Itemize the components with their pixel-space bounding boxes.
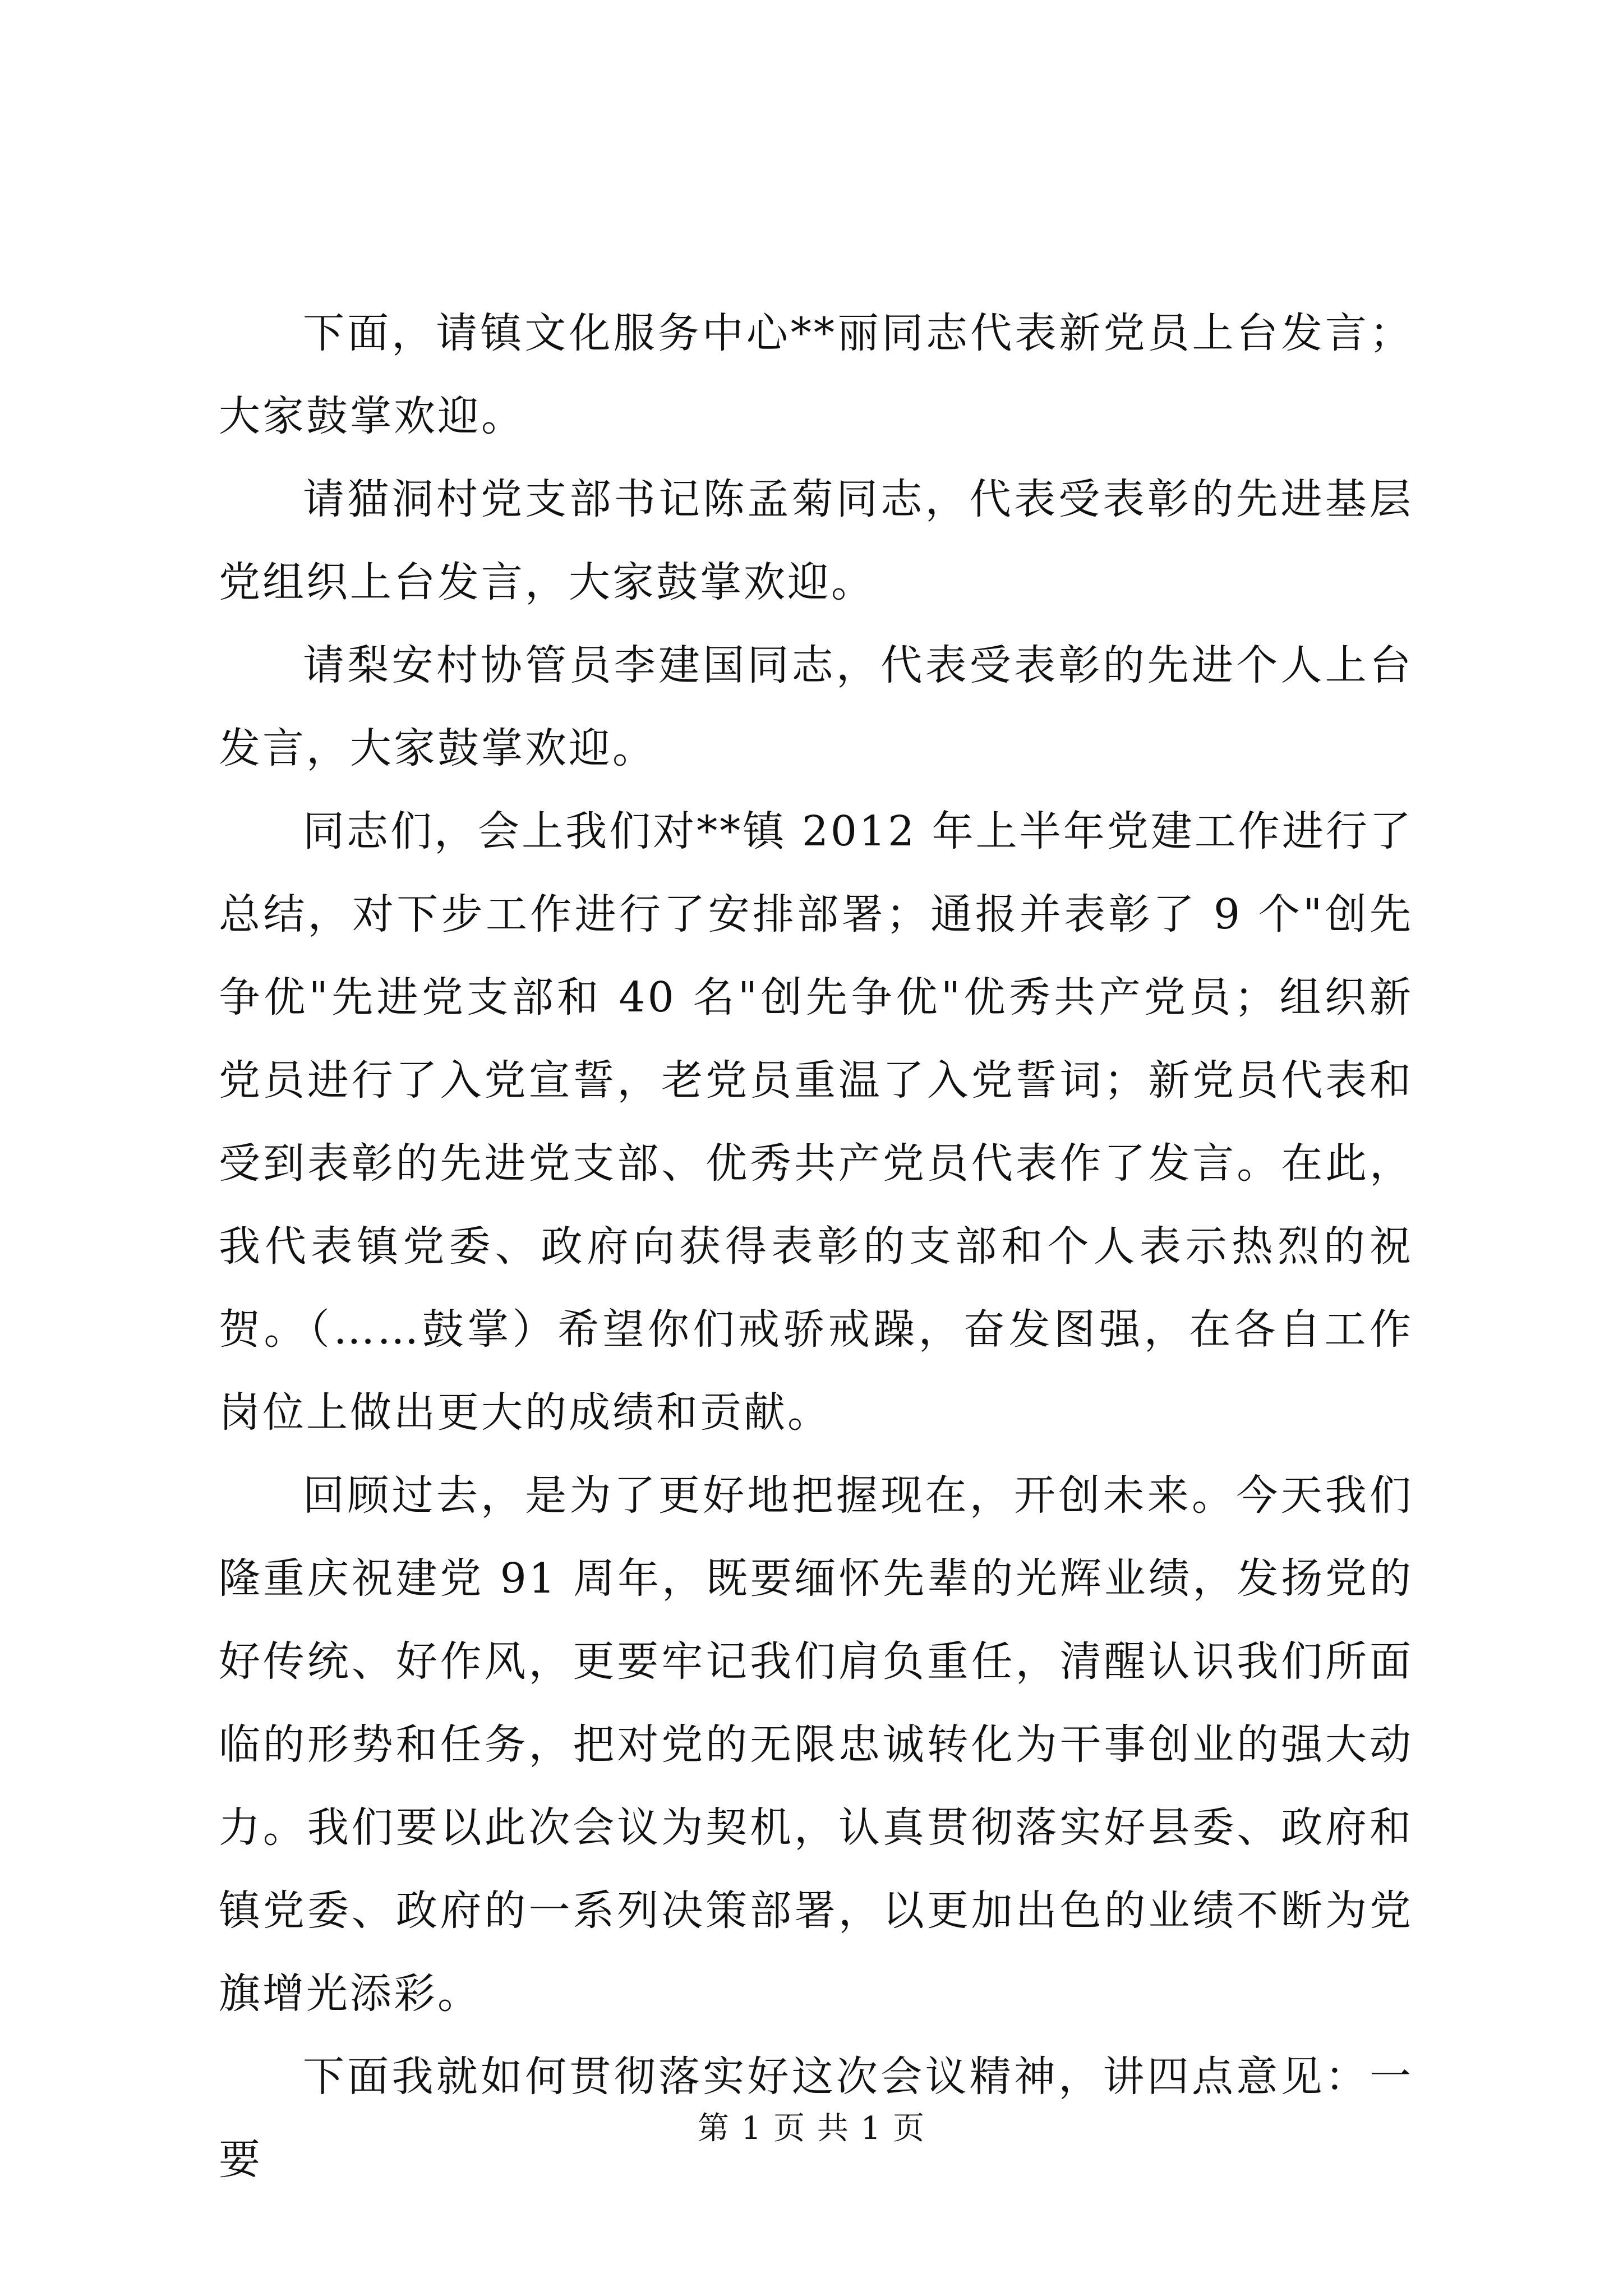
paragraph-summary: 同志们，会上我们对**镇 2012 年上半年党建工作进行了总结，对下步工作进行了安排部署；通报并表彰了 9 个"创先争优"先进党支部和 40 名"创先争优"优秀共产党员；组织新党员进行了入党宣誓，老党员重温了入党誓词；新党员代表和受到表彰的先进党支部、优秀共产党员代表作了发言。在此，我代表镇党委、政府向获得表彰的支部和个人表示热烈的祝贺。（……鼓掌）希望你们戒骄戒躁，奋发图强，在各自工作岗位上做出更大的成绩和贡献。 <box>219 807 1413 1437</box>
paragraph-speaker-individual: 请梨安村协管员李建国同志，代表受表彰的先进个人上台发言，大家鼓掌欢迎。 <box>219 641 1413 772</box>
paragraph-opinions: 下面我就如何贯彻落实好这次会议精神，讲四点意见：一要 <box>219 2053 1413 2184</box>
paragraph-review: 回顾过去，是为了更好地把握现在，开创未来。今天我们隆重庆祝建党 91 周年，既要缅怀先辈的光辉业绩，发扬党的好传统、好作风，更要牢记我们肩负重任，清醒认识我们所面临的形势和任务，把对党的无限忠诚转化为干事创业的强大动力。我们要以此次会议为契机，认真贯彻落实好县委、政府和镇党委、政府的一系列决策部署，以更加出色的业绩不断为党旗增光添彩。 <box>219 1471 1413 2018</box>
document-body <box>219 292 1413 2201</box>
paragraph-speaker-party-branch: 请猫洞村党支部书记陈孟菊同志，代表受表彰的先进基层党组织上台发言，大家鼓掌欢迎。 <box>219 475 1413 606</box>
page-footer: 第 1 页 共 1 页 <box>697 2110 926 2147</box>
paragraph-speaker-new-member: 下面，请镇文化服务中心**丽同志代表新党员上台发言；大家鼓掌欢迎。 <box>219 309 1413 440</box>
